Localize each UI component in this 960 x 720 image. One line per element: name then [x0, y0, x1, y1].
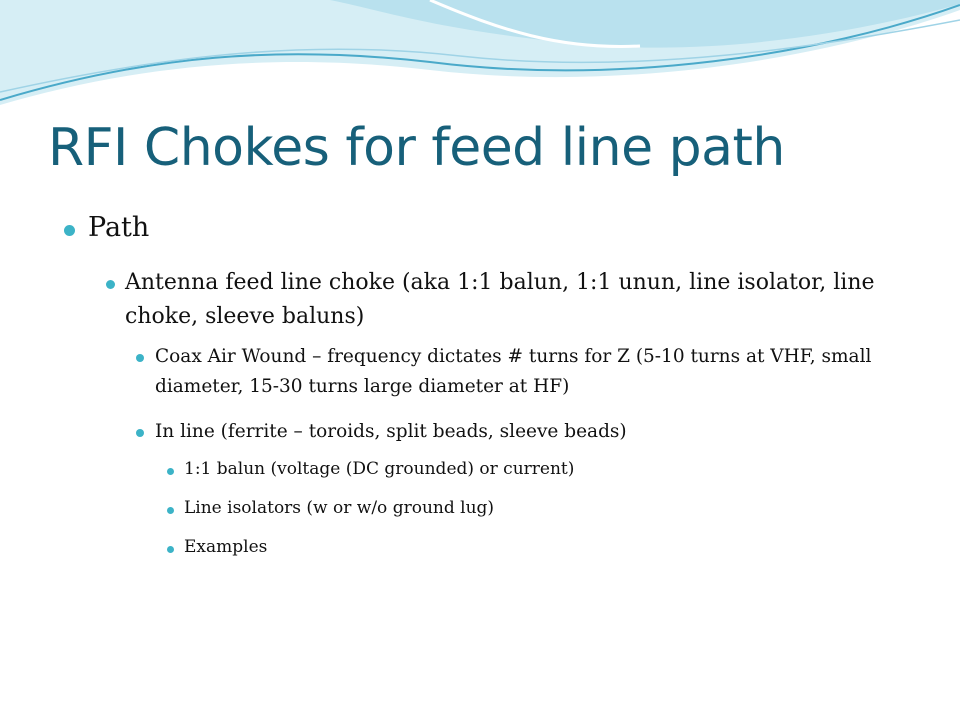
bullet-level4-line-isolators: Line isolators (w or w/o ground lug) [184, 498, 495, 518]
slide-title: RFI Chokes for feed line path [48, 118, 785, 178]
bullet-level2-feed-line-choke: Antenna feed line choke (aka 1:1 balun, 1:1 unun, line isolator, line choke, sleeve baluns) [125, 270, 875, 329]
bullet-level3-in-line-ferrite: In line (ferrite – toroids, split beads, sleeve beads) [155, 421, 627, 442]
bullet-level4-examples: Examples [184, 537, 268, 557]
bullet-dot [167, 546, 174, 553]
bullet-dot [136, 354, 144, 362]
header-wave-decoration [0, 0, 960, 120]
bullet-level4-balun: 1:1 balun (voltage (DC grounded) or current) [184, 459, 575, 479]
bullet-dot [136, 429, 144, 437]
bullet-dot [106, 280, 115, 289]
bullet-dot [167, 468, 174, 475]
bullet-dot [167, 507, 174, 514]
bullet-dot [64, 225, 75, 236]
bullet-level3-coax-air-wound: Coax Air Wound – frequency dictates # turns for Z (5-10 turns at VHF, small diameter, 15-30 turns large diameter at HF) [155, 346, 872, 397]
bullet-level1-path: Path [88, 212, 150, 243]
